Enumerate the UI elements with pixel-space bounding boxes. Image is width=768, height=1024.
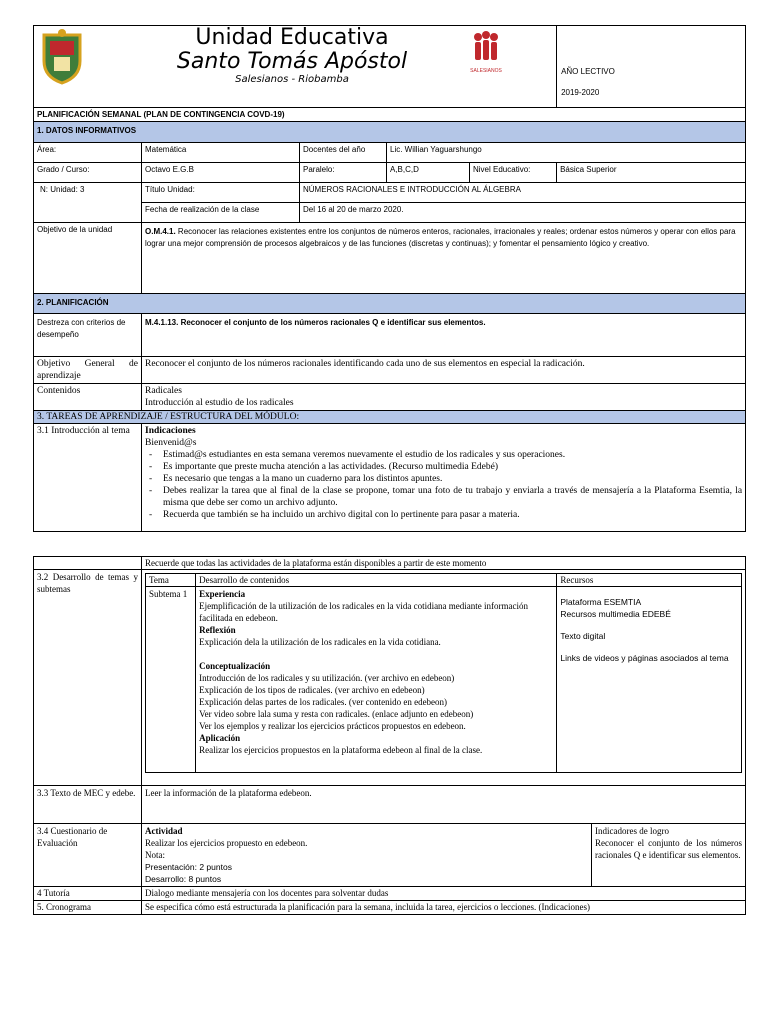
introduccion-label: 3.1 Introducción al tema [34,424,142,532]
reflexion-text: Explicación dela la utilización de los radicales en la vida cotidiana. [199,637,441,647]
planning-table-page1 [33,25,746,532]
area-value: Matemática [142,143,300,163]
section-planificacion: 2. PLANIFICACIÓN [34,294,746,314]
actividad-title: Actividad [145,826,183,836]
texto-mec-value: Leer la información de la plataforma edebeon. [142,786,746,824]
contenidos-line-2: Introducción al estudio de los radicales [145,398,294,408]
plan-title: PLANIFICACIÓN SEMANAL (PLAN DE CONTINGENCIA COVD-19) [34,108,746,122]
school-subtitle: Salesianos - Riobamba [235,74,349,85]
desarrollo-label: 3.2 Desarrollo de temas y subtemas [34,570,142,786]
nivel-value: Básica Superior [557,163,746,183]
desarrollo-points: Desarrollo: 8 puntos [145,874,222,884]
list-item: - Es necesario que tengas a la mano un cuaderno para los distintos apuntes. [163,473,742,485]
fecha-value: Del 16 al 20 de marzo 2020. [300,203,746,223]
school-name-line1: Unidad Educativa [195,25,389,50]
subtema-cell: Subtema 1 [146,587,196,773]
objetivo-unidad-value [142,223,746,294]
reflexion-title: Reflexión [199,625,236,635]
objetivo-unidad-code: O.M.4.1. [145,227,176,236]
cronograma-value: Se especifica cómo está estructurada la planificación para la semana, incluida la tarea, ejercicios o lecciones. (Indicaciones) [142,901,746,915]
conceptualizacion-line: Ver video sobre lala suma y resta con radicales. (enlace adjunto en edebeon) [199,709,474,719]
list-item: - Debes realizar la tarea que al final de la clase se propone, tomar una foto de tu trabajo y enviarla a través de mensajería a la Plataforma Esemtia, la misma que debe ser como un archivo adjunto. [163,485,742,509]
contenidos-value [142,384,746,411]
docentes-value: Lic. Willian Yaguarshungo [387,143,746,163]
plataforma-note: Recuerde que todas las actividades de la plataforma están disponibles a partir de este momento [142,557,746,570]
experiencia-title: Experiencia [199,589,246,599]
destreza-label: Destreza con criterios de desempeño [34,314,142,357]
list-item: - Estimad@s estudiantes en esta semana veremos nuevamente el estudio de los radicales y sus operaciones. [163,449,742,461]
section-datos-informativos: 1. DATOS INFORMATIVOS [34,122,746,143]
salesianos-logo [462,30,510,74]
titulo-value: NÚMEROS RACIONALES E INTRODUCCIÓN AL ÁLGEBRA [300,183,746,203]
titulo-label: Título Unidad: [142,183,300,203]
experiencia-text: Ejemplificación de la utilización de los radicales en la vida cotidiana mediante información facilitada en edebeon. [199,601,529,623]
fecha-label: Fecha de realización de la clase [142,203,300,223]
objetivo-unidad-label: Objetivo de la unidad [34,223,142,294]
col-recursos-header: Recursos [557,574,742,587]
presentacion-points: Presentación: 2 puntos [145,862,232,872]
conceptualizacion-line: Ver los ejemplos y realizar los ejercicios prácticos propuestos en edebeon. [199,721,466,731]
objetivo-general-value: Reconocer el conjunto de los números racionales identificando cada uno de sus elementos en especial la radicación. [142,357,746,384]
grado-value: Octavo E.G.B [142,163,300,183]
col-tema-header: Tema [146,574,196,587]
introduccion-content [142,424,746,532]
cuestionario-actividad [142,824,592,886]
desarrollo-container [142,570,746,786]
school-name-line2: Santo Tomás Apóstol [176,49,408,74]
aplicacion-text: Realizar los ejercicios propuestos en la plataforma edebeon al final de la clase. [199,745,483,755]
list-item: - Es importante que preste mucha atención a las actividades. (Recurso multimedia Edebé) [163,461,742,473]
tutoria-value: Dialogo mediante mensajería con los docentes para solventar dudas [142,887,746,901]
indicaciones-list [145,449,742,521]
docentes-label: Docentes del año [300,143,387,163]
conceptualizacion-line: Introducción de los radicales y su utilización. (ver archivo en edebeon) [199,673,455,683]
conceptualizacion-line: Explicación delas partes de los radicales. (ver contenido en edebeon) [199,697,448,707]
cuestionario-label: 3.4 Cuestionario de Evaluación [34,824,142,887]
empty-cell [34,557,142,570]
school-shield-logo [40,29,84,85]
recurso-item: Recursos multimedia EDEBÉ [560,609,671,619]
contenidos-line-1: Radicales [145,386,182,396]
salesianos-logo-text: SALESIANOS [470,68,502,74]
grado-label: Grado / Curso: [34,163,142,183]
indicadores-title: Indicadores de logro [595,826,669,836]
col-desarrollo-header: Desarrollo de contenidos [196,574,557,587]
aplicacion-title: Aplicación [199,733,241,743]
paralelo-label: Paralelo: [300,163,387,183]
cronograma-label: 5. Cronograma [34,901,142,915]
nota-label: Nota: [145,850,165,860]
indicadores-logro [592,824,745,886]
planning-table-page2 [33,556,746,915]
indicadores-text: Reconocer el conjunto de los números racionales Q e identificar sus elementos. [595,838,742,860]
objetivo-unidad-text: Reconocer las relaciones existentes entre los conjuntos de números enteros, racionales, irracionales y reales; ordenar estos números y operar con ellos para lograr una mejor comprensión de procesos algebraicos y de las funciones (discretas y continuas); y fomentar el pensamiento lógico y creativo. [145,227,736,248]
conceptualizacion-title: Conceptualización [199,661,271,671]
paralelo-value: A,B,C,D [387,163,470,183]
destreza-value: M.4.1.13. Reconocer el conjunto de los números racionales Q e identificar sus elementos. [142,314,746,357]
school-year-value: 2019-2020 [561,88,600,97]
desarrollo-contenidos [196,587,557,773]
list-item: - Recuerda que también se ha incluido un archivo digital con lo pertinente para pasar a materia. [163,509,742,521]
texto-mec-label: 3.3 Texto de MEC y edebe. [34,786,142,824]
bienvenida-text: Bienvenid@s [145,438,197,448]
indicaciones-title: Indicaciones [145,426,196,436]
school-header [34,26,557,108]
cuestionario-container [142,824,746,887]
nivel-label: Nivel Educativo: [470,163,557,183]
school-year-cell [557,26,746,108]
unidad-label: N: Unidad: 3 [34,183,142,223]
area-label: Área: [34,143,142,163]
desarrollo-inner-table [145,573,742,773]
contenidos-label: Contenidos [34,384,142,411]
school-year-label: AÑO LECTIVO [561,67,615,76]
recurso-item: Plataforma ESEMTIA [560,597,642,607]
recursos-list [557,587,742,773]
section-tareas: 3. TAREAS DE APRENDIZAJE / ESTRUCTURA DEL MÓDULO: [34,411,746,424]
tutoria-label: 4 Tutoría [34,887,142,901]
recurso-item: Texto digital [560,631,606,641]
objetivo-general-label: Objetivo General de aprendizaje [34,357,142,384]
actividad-text: Realizar los ejercicios propuesto en edebeon. [145,838,308,848]
recurso-item: Links de videos y páginas asociados al tema [560,653,729,663]
conceptualizacion-line: Explicación de los tipos de radicales. (ver archivo en edebeon) [199,685,425,695]
